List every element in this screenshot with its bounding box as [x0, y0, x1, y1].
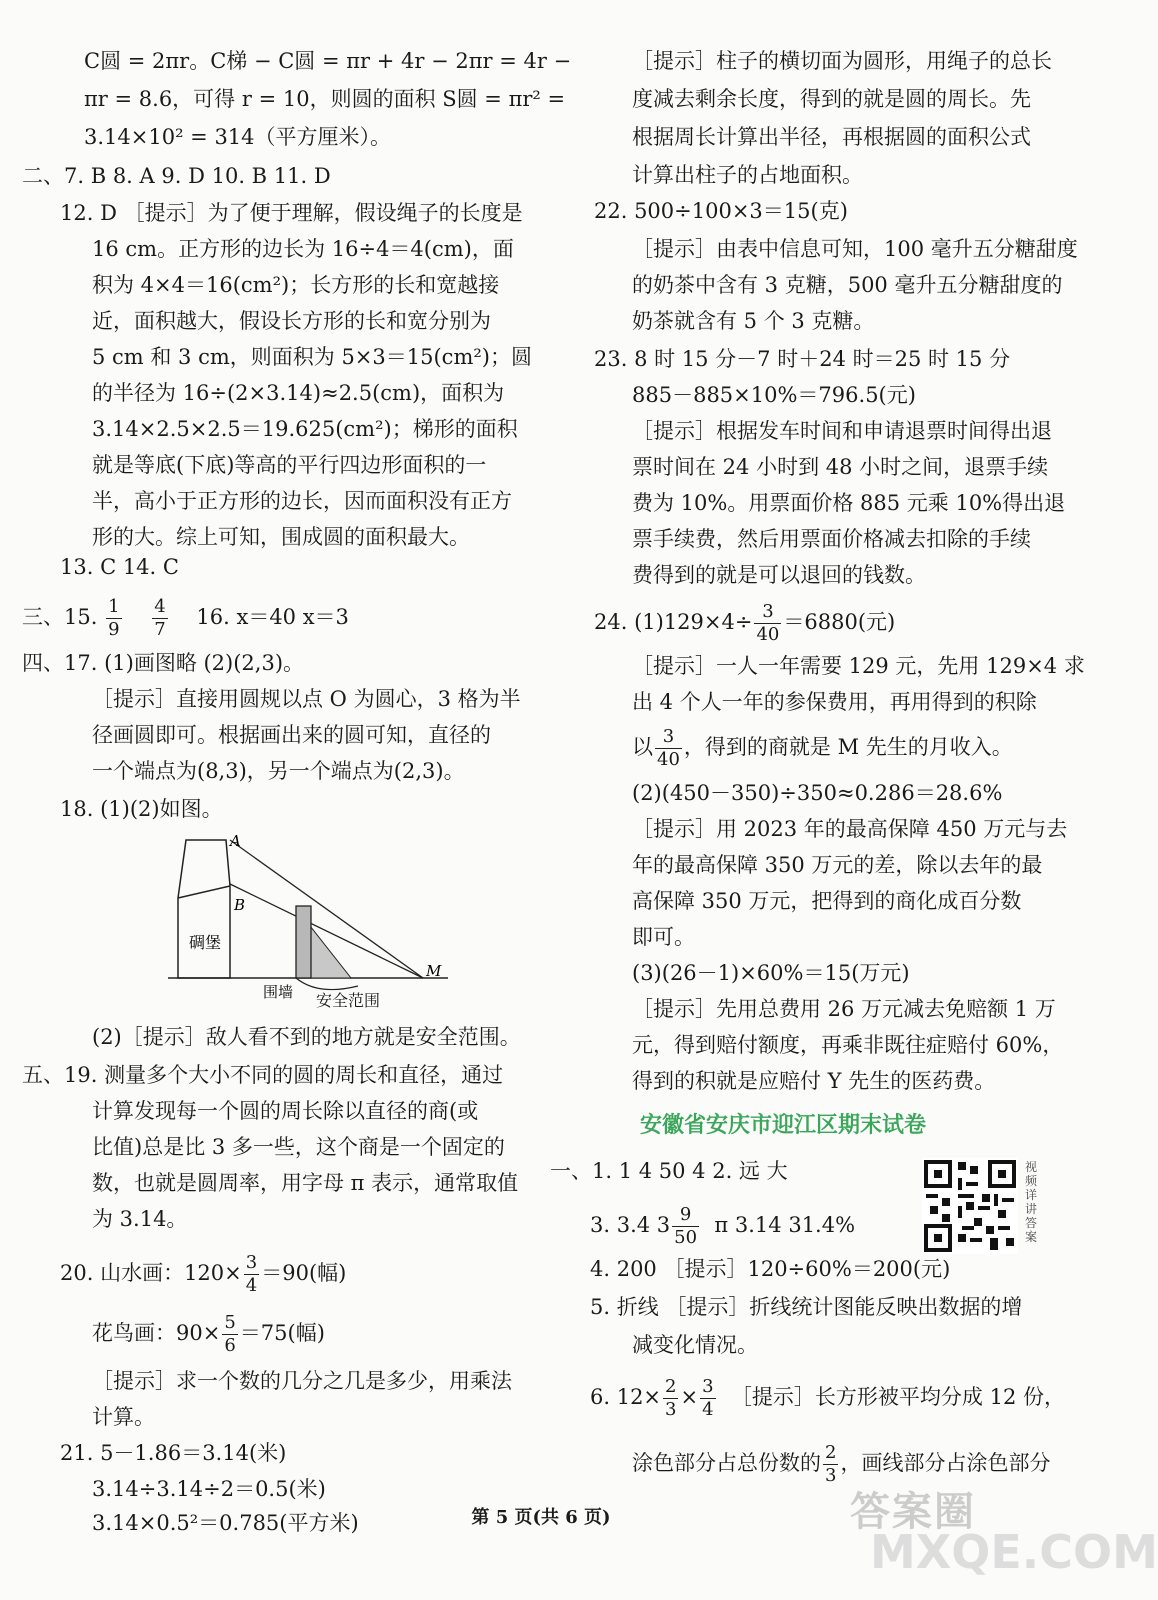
text-line: 为 3.14。 [92, 1207, 188, 1231]
hint-line: ［提示］一人一年需要 129 元，先用 129×4 求 [632, 654, 1085, 678]
text-line: 即可。 [632, 925, 695, 949]
text-line: 根据周长计算出半径，再根据圆的面积公式 [632, 125, 1031, 149]
answer-line: 6. 12× $\frac{2}{3}$ × $\frac{3}{4}$ ［提示］长方形被平均分成 12 份， [590, 1376, 1065, 1420]
answer-line: 3. 3.4 3 $\frac{9}{50}$ π 3.14 31.4% [590, 1204, 856, 1248]
text-line: 885－885×10%＝796.5(元) [632, 383, 916, 407]
hint-line: ［提示］求一个数的几分之几是多少，用乘法 [92, 1369, 512, 1393]
fraction: $\frac{3}{40}$ [657, 726, 680, 770]
answer-line [22, 596, 349, 641]
text-line: 3.14×2.5×2.5＝19.625(cm²)；梯形的面积 [92, 417, 518, 441]
text-line: C圆 = 2πr。C梯 − C圆 = πr + 4r − 2πr = 4r − [84, 49, 572, 73]
fraction: $\frac{9}{50}$ [674, 1204, 698, 1248]
text-line: 近，面积越大，假设长方形的长和宽分别为 [92, 309, 491, 333]
qr-label: 视频详讲答案 [1024, 1160, 1037, 1244]
answer-line: 13. C 14. C [60, 555, 179, 579]
text-line: 费得到的就是可以退回的钱数。 [632, 563, 926, 587]
hint-line: ［提示］柱子的横切面为圆形，用绳子的总长 [632, 49, 1052, 73]
fraction: $\frac{3}{40}$ [756, 601, 780, 645]
text-line: 得到的积就是应赔付 Y 先生的医药费。 [632, 1069, 996, 1093]
text-line: 票手续费，然后用票面价格减去扣除的手续 [632, 527, 1031, 551]
answer-line: 五、19. 测量多个大小不同的圆的周长和直径，通过 [22, 1063, 504, 1087]
text-line: 一个端点为(8,3)，另一个端点为(2,3)。 [92, 759, 465, 783]
answer-line: 四、17. (1)画图略 (2)(2,3)。 [22, 651, 305, 675]
page-footer: 第 5 页(共 6 页) [471, 1507, 611, 1528]
text-line: 费为 10%。用票面价格 885 元乘 10%得出退 [632, 491, 1066, 515]
text-line: 元，得到赔付额度，再乘非既往症赔付 60%， [632, 1033, 1064, 1057]
point-b-label: B [234, 896, 246, 914]
text-line: 票时间在 24 小时到 48 小时之间，退票手续 [632, 455, 1049, 479]
hint-line: ［提示］根据发车时间和申请退票时间得出退 [632, 419, 1052, 443]
text-line: 径画圆即可。根据画出来的圆可知，直径的 [92, 723, 491, 747]
wall-label: 围墙 [263, 983, 294, 1001]
answer-line: 二、7. B 8. A 9. D 10. B 11. D [22, 164, 331, 188]
answer-line: 12. D ［提示］为了便于理解，假设绳子的长度是 [60, 201, 523, 225]
answer-line: 21. 5－1.86＝3.14(米) [60, 1441, 287, 1465]
answer-line: 22. 500÷100×3＝15(克) [594, 199, 848, 223]
answer-line: 24. (1)129×4÷ $\frac{3}{40}$ ＝6880(元) [594, 601, 896, 645]
answer-label: 三、15. [22, 605, 98, 629]
answer-line: 23. 8 时 15 分－7 时＋24 时＝25 时 15 分 [594, 347, 1011, 371]
text-line: 3.14×10² = 314（平方厘米）。 [84, 125, 392, 149]
point-a-label: A [230, 832, 241, 850]
text-line: 3.14÷3.14÷2＝0.5(米) [92, 1477, 326, 1501]
hint-line: ［提示］先用总费用 26 万元减去免赔额 1 万 [632, 997, 1056, 1021]
answer-line: 一、1. 1 4 50 4 2. 远 大 [550, 1159, 788, 1183]
text-line: 计算出柱子的占地面积。 [632, 163, 863, 187]
watermark-url: MXQE.COM [870, 1525, 1158, 1579]
text-line: 形的大。综上可知，围成圆的面积最大。 [92, 525, 470, 549]
hint-line: (2)［提示］敌人看不到的地方就是安全范围。 [92, 1025, 521, 1049]
fraction: $\frac{3}{4}$ [702, 1376, 714, 1420]
answer-line: 4. 200 ［提示］120÷60%＝200(元) [590, 1257, 951, 1281]
answer-line: 20. 山水画：120× $\frac{3}{4}$ ＝90(幅) [60, 1252, 347, 1296]
text-line: 计算发现每一个圆的周长除以直径的商(或 [92, 1099, 479, 1123]
text-line: 的半径为 16÷(2×3.14)≈2.5(cm)，面积为 [92, 381, 505, 405]
fraction: $\frac{4}{7}$ [154, 596, 166, 640]
text-line: πr = 8.6，可得 r = 10，则圆的面积 S圆 = πr² = [84, 87, 566, 111]
text-line: 的奶茶中含有 3 克糖，500 毫升五分糖甜度的 [632, 273, 1063, 297]
text-line: 奶茶就含有 5 个 3 克糖。 [632, 309, 875, 333]
qr-code-icon[interactable] [922, 1158, 1018, 1254]
hint-line: ［提示］由表中信息可知，100 毫升五分糖甜度 [632, 237, 1078, 261]
answer-line: (2)(450－350)÷350≈0.286＝28.6% [632, 781, 1003, 805]
text-line: 减变化情况。 [632, 1333, 758, 1357]
text-line: 16 cm。正方形的边长为 16÷4＝4(cm)，面 [92, 237, 514, 261]
text-line: 积为 4×4＝16(cm²)；长方形的长和宽越接 [92, 273, 500, 297]
text-line: 出 4 个人一年的参保费用，再用得到的积除 [632, 690, 1037, 714]
fraction: $\frac{1}{9}$ [108, 596, 120, 640]
text-line: 数，也就是圆周率，用字母 π 表示，通常取值 [92, 1171, 519, 1195]
text-line: 以 $\frac{3}{40}$ ，得到的商就是 M 先生的月收入。 [632, 726, 1013, 770]
fraction: $\frac{5}{6}$ [224, 1312, 236, 1356]
point-m-label: M [426, 962, 442, 980]
fraction: $\frac{2}{3}$ [665, 1376, 677, 1420]
fraction: $\frac{2}{3}$ [825, 1442, 837, 1486]
text-line: 年的最高保障 350 万元的差，除以去年的最 [632, 853, 1043, 877]
text-line: 涂色部分占总份数的 $\frac{2}{3}$ ，画线部分占涂色部分 [632, 1442, 1051, 1486]
answer-line: 5. 折线 ［提示］折线统计图能反映出数据的增 [590, 1295, 1023, 1319]
text-line: 5 cm 和 3 cm，则面积为 5×3＝15(cm²)；圆 [92, 345, 532, 369]
text-line: 3.14×0.5²＝0.785(平方米) [92, 1511, 359, 1535]
safe-range-label: 安全范围 [316, 991, 381, 1010]
answer-text: 16. x＝40 x＝3 [196, 605, 349, 629]
text-line: 比值)总是比 3 多一些，这个商是一个固定的 [92, 1135, 505, 1159]
text-line: 度减去剩余长度，得到的就是圆的周长。先 [632, 87, 1031, 111]
fraction: $\frac{3}{4}$ [245, 1252, 258, 1296]
hint-line: ［提示］用 2023 年的最高保障 450 万元与去 [632, 817, 1068, 841]
text-line: 高保障 350 万元，把得到的商化成百分数 [632, 889, 1022, 913]
text-line: 计算。 [92, 1405, 155, 1429]
castle-label: 碉堡 [189, 933, 222, 952]
section-title: 安徽省安庆市迎江区期末试卷 [640, 1113, 927, 1138]
answer-line: 18. (1)(2)如图。 [60, 797, 223, 821]
hint-line: ［提示］直接用圆规以点 O 为圆心，3 格为半 [92, 687, 521, 711]
watermark-logo: 答案圈 [850, 1489, 976, 1535]
answer-line: (3)(26－1)×60%＝15(万元) [632, 961, 910, 985]
answer-line: 花鸟画：90× $\frac{5}{6}$ ＝75(幅) [92, 1312, 325, 1356]
text-line: 就是等底(下底)等高的平行四边形面积的一 [92, 453, 487, 477]
text-line: 半，高小于正方形的边长，因而面积没有正方 [92, 489, 512, 513]
